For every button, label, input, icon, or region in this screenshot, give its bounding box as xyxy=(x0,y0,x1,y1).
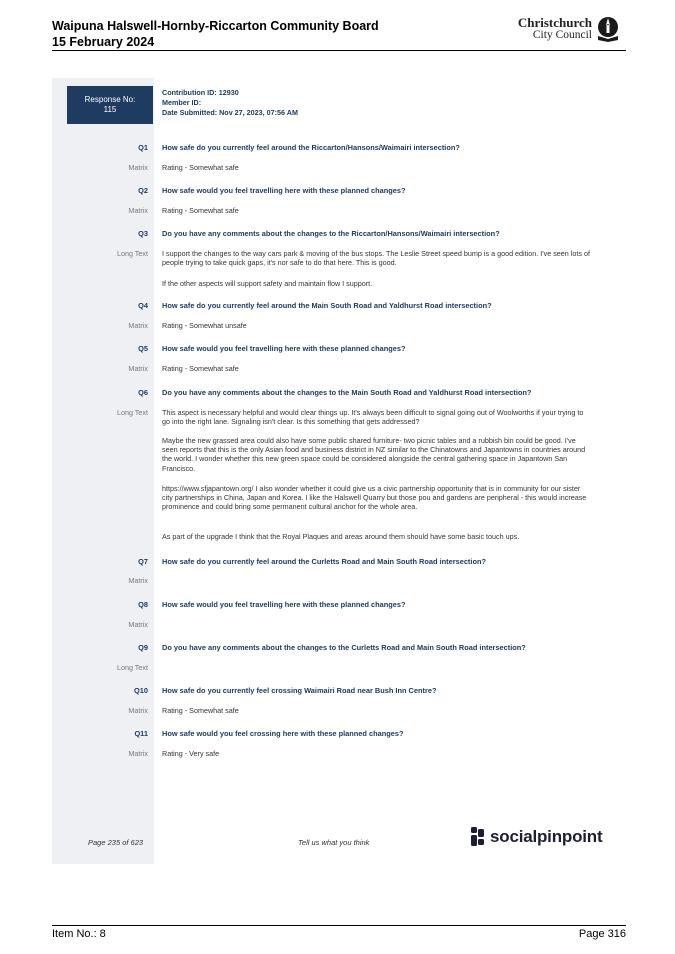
question-type: Long Text xyxy=(116,663,148,672)
question-text: How safe would you feel travelling here with these planned changes? xyxy=(162,344,406,353)
date-submitted: Nov 27, 2023, 07:56 AM xyxy=(219,108,298,117)
question-text: How safe would you feel crossing here with these planned changes? xyxy=(162,729,404,738)
sidebar-panel xyxy=(52,78,154,864)
question-text: How safe would you feel travelling here with these planned changes? xyxy=(162,600,406,609)
question-number: Q10 xyxy=(134,686,148,695)
question-text: Do you have any comments about the changes to the Main South Road and Yaldhurst Road intersection? xyxy=(162,388,532,397)
question-type: Matrix xyxy=(128,206,148,215)
header-rule xyxy=(52,50,626,51)
question-number: Q2 xyxy=(138,186,148,195)
question-text: How safe do you currently feel around the Curletts Road and Main South Road intersection? xyxy=(162,557,486,566)
question-number: Q5 xyxy=(138,344,148,353)
meeting-date: 15 February 2024 xyxy=(52,35,155,49)
question-number: Q8 xyxy=(138,600,148,609)
question-type: Matrix xyxy=(128,321,148,330)
council-logo xyxy=(508,16,620,44)
answer-text: Rating - Somewhat safe xyxy=(162,364,239,373)
board-name: Waipuna Halswell-Hornby-Riccarton Community Board xyxy=(52,19,379,33)
answer-text: Rating - Somewhat safe xyxy=(162,206,239,215)
socialpinpoint-logo xyxy=(470,826,610,848)
question-type: Long Text xyxy=(116,408,148,417)
answer-text: As part of the upgrade I think that the Royal Plaques and areas around them should have some basic touch ups. xyxy=(162,532,520,541)
document-header-title xyxy=(52,18,379,50)
response-number-badge xyxy=(67,86,153,124)
question-number: Q6 xyxy=(138,388,148,397)
cathedral-icon xyxy=(596,16,620,42)
submission-meta xyxy=(162,88,298,118)
answer-text: Maybe the new grassed area could also have some public shared furniture- two picnic tables and a rubbish bin could be good. I've seen reports that this is the only Asian food and business district in NZ similar to the Chinatowns and Japantowns in countries around the world. I wonder whether this new green space could be considered alongside the central gathering space in Japantown San Francisco. xyxy=(162,436,586,473)
answer-text: This aspect is necessary helpful and would clear things up. It's always been difficult to signal going out of Woolworths if your trying to go into the right lane. Signaling isn't clear. Is this something that gets addressed? xyxy=(162,408,584,427)
question-text: Do you have any comments about the changes to the Curletts Road and Main South Road intersection? xyxy=(162,643,526,652)
question-number: Q4 xyxy=(138,301,148,310)
member-label: Member ID: xyxy=(162,98,202,107)
answer-text: I support the changes to the way cars park & moving of the bus stops. The Leslie Street speed bump is a good edition. I've seen lots of people trying to take quick gaps, it's nor safe to do that here. This is good. xyxy=(162,249,590,268)
answer-text: Rating - Somewhat safe xyxy=(162,706,239,715)
question-number: Q11 xyxy=(134,729,148,738)
document-page-number: Page 316 xyxy=(578,928,626,940)
answer-text: https://www.sfjapantown.org/ I also wonder whether it could give us a civic partnership opportunity that is in community for our sister city partnerships in China, Japan and Korea. I like the Halswell Quarry but those pou and gardens are peripheral - this would increase prominence and could bring some permanent cultural anchor for the whole area. xyxy=(162,484,587,512)
question-type: Matrix xyxy=(128,163,148,172)
question-type: Matrix xyxy=(128,620,148,629)
answer-text: Rating - Very safe xyxy=(162,749,220,758)
brand-name: socialpinpoint xyxy=(490,827,603,846)
question-number: Q3 xyxy=(138,229,148,238)
pinpoint-icon xyxy=(470,826,486,848)
question-text: How safe would you feel travelling here with these planned changes? xyxy=(162,186,406,195)
question-text: Do you have any comments about the changes to the Riccarton/Hansons/Waimairi intersection? xyxy=(162,229,500,238)
footer-rule xyxy=(52,925,626,926)
question-text: How safe do you currently feel around the Riccarton/Hansons/Waimairi intersection? xyxy=(162,143,460,152)
question-text: How safe do you currently feel crossing Waimairi Road near Bush Inn Centre? xyxy=(162,686,437,695)
answer-text: Rating - Somewhat unsafe xyxy=(162,321,247,330)
question-type: Matrix xyxy=(128,706,148,715)
question-number: Q9 xyxy=(138,643,148,652)
question-number: Q1 xyxy=(138,143,148,152)
tagline: Tell us what you think xyxy=(298,838,370,847)
question-text: How safe do you currently feel around the Main South Road and Yaldhurst Road intersection? xyxy=(162,301,492,310)
logo-line1: Christchurch xyxy=(517,15,592,30)
answer-text: If the other aspects will support safety and maintain flow I support. xyxy=(162,279,373,288)
logo-line2: City Council xyxy=(532,29,592,41)
item-number: Item No.: 8 xyxy=(52,928,106,940)
contribution-label: Contribution ID: xyxy=(162,88,217,97)
question-type: Matrix xyxy=(128,364,148,373)
question-type: Matrix xyxy=(128,576,148,585)
response-number: 115 xyxy=(103,105,117,114)
response-label: Response No: xyxy=(84,95,136,104)
question-number: Q7 xyxy=(138,557,148,566)
date-label: Date Submitted: xyxy=(162,108,218,117)
question-type: Matrix xyxy=(128,749,148,758)
answer-text: Rating - Somewhat safe xyxy=(162,163,239,172)
page-counter: Page 235 of 623 xyxy=(88,838,144,847)
contribution-id: 12930 xyxy=(218,88,239,97)
question-type: Long Text xyxy=(116,249,148,258)
